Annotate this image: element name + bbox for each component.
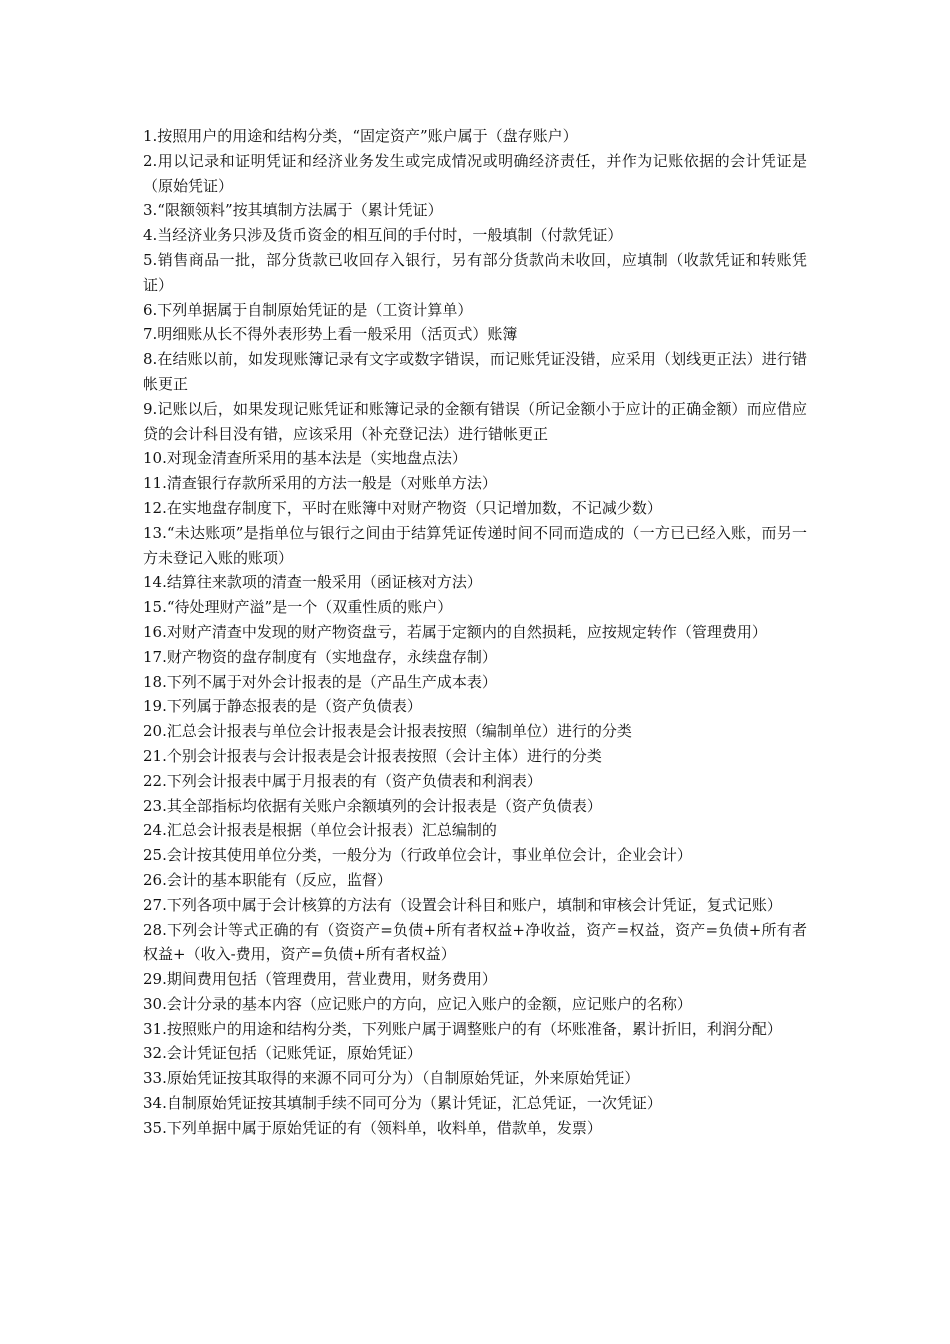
list-item: 30.会计分录的基本内容（应记账户的方向，应记入账户的金额，应记账户的名称） — [143, 994, 692, 1013]
list-item: 29.期间费用包括（管理费用，营业费用，财务费用） — [143, 970, 497, 989]
list-item: 6.下列单据属于自制原始凭证的是（工资计算单） — [143, 300, 473, 319]
list-item: 4.当经济业务只涉及货币资金的相互间的手付时，一般填制（付款凭证） — [143, 226, 623, 245]
question-list — [143, 124, 807, 1141]
list-item: 9.记账以后，如果发现记账凭证和账簿记录的金额有错误（所记金额小于应计的正确金额）而应借应贷的会计科目没有错，应该采用（补充登记法）进行错帐更正 — [143, 399, 807, 443]
list-item: 13.“未达账项”是指单位与银行之间由于结算凭证传递时间不同而造成的（一方已已经入账，而另一方未登记入账的账项） — [143, 523, 807, 567]
list-item: 17.财产物资的盘存制度有（实地盘存，永续盘存制） — [143, 647, 497, 666]
list-item: 1.按照用户的用途和结构分类，“固定资产”账户属于（盘存账户） — [143, 127, 578, 145]
list-item: 14.结算往来款项的清查一般采用（函证核对方法） — [143, 573, 482, 592]
list-item: 23.其全部指标均依据有关账户余额填列的会计报表是（资产负债表） — [143, 796, 602, 815]
list-item: 10.对现金清查所采用的基本法是（实地盘点法） — [143, 449, 467, 468]
list-item: 12.在实地盘存制度下，平时在账簿中对财产物资（只记增加数，不记减少数） — [143, 498, 662, 517]
list-item: 24.汇总会计报表是根据（单位会计报表）汇总编制的 — [143, 821, 497, 840]
list-item: 19.下列属于静态报表的是（资产负债表） — [143, 697, 422, 716]
list-item: 15.“待处理财产溢”是一个（双重性质的账户） — [143, 598, 453, 617]
list-item: 28.下列会计等式正确的有（资资产=负债+所有者权益+净收益，资产=权益，资产=负债+所有者权益+（收入-费用，资产=负债+所有者权益） — [143, 920, 807, 964]
list-item: 16.对财产清查中发现的财产物资盘亏，若属于定额内的自然损耗，应按规定转作（管理费用） — [143, 622, 767, 641]
list-item: 33.原始凭证按其取得的来源不同可分为）（自制原始凭证，外来原始凭证） — [143, 1069, 640, 1088]
list-item: 18.下列不属于对外会计报表的是（产品生产成本表） — [143, 672, 497, 691]
list-item: 20.汇总会计报表与单位会计报表是会计报表按照（编制单位）进行的分类 — [143, 722, 632, 741]
list-item: 3.“限额领料”按其填制方法属于（累计凭证） — [143, 201, 443, 220]
list-item: 35.下列单据中属于原始凭证的有（领料单，收料单，借款单，发票） — [143, 1118, 602, 1137]
list-item: 26.会计的基本职能有（反应，监督） — [143, 870, 392, 889]
list-item: 22.下列会计报表中属于月报表的有（资产负债表和利润表） — [143, 771, 542, 790]
list-item: 25.会计按其使用单位分类，一般分为（行政单位会计，事业单位会计，企业会计） — [143, 846, 692, 865]
list-item: 11.清查银行存款所采用的方法一般是（对账单方法） — [143, 474, 497, 493]
list-item: 7.明细账从长不得外表形势上看一般采用（活页式）账簿 — [143, 325, 518, 344]
list-item: 5.销售商品一批，部分货款已收回存入银行，另有部分货款尚未收回，应填制（收款凭证和转账凭证） — [143, 250, 807, 294]
list-item: 2.用以记录和证明凭证和经济业务发生或完成情况或明确经济责任，并作为记账依据的会计凭证是（原始凭证） — [143, 151, 807, 195]
list-item: 27.下列各项中属于会计核算的方法有（设置会计科目和账户，填制和审核会计凭证，复式记账） — [143, 895, 782, 914]
list-item: 8.在结账以前，如发现账簿记录有文字或数字错误，而记账凭证没错，应采用（划线更正法）进行错帐更正 — [143, 350, 807, 393]
list-item: 32.会计凭证包括（记账凭证，原始凭证） — [143, 1044, 422, 1063]
list-item: 31.按照账户的用途和结构分类，下列账户属于调整账户的有（坏账准备，累计折旧，利润分配） — [143, 1019, 782, 1038]
list-item: 21.个别会计报表与会计报表是会计报表按照（会计主体）进行的分类 — [143, 746, 602, 765]
list-item: 34.自制原始凭证按其填制手续不同可分为（累计凭证，汇总凭证，一次凭证） — [143, 1094, 662, 1113]
